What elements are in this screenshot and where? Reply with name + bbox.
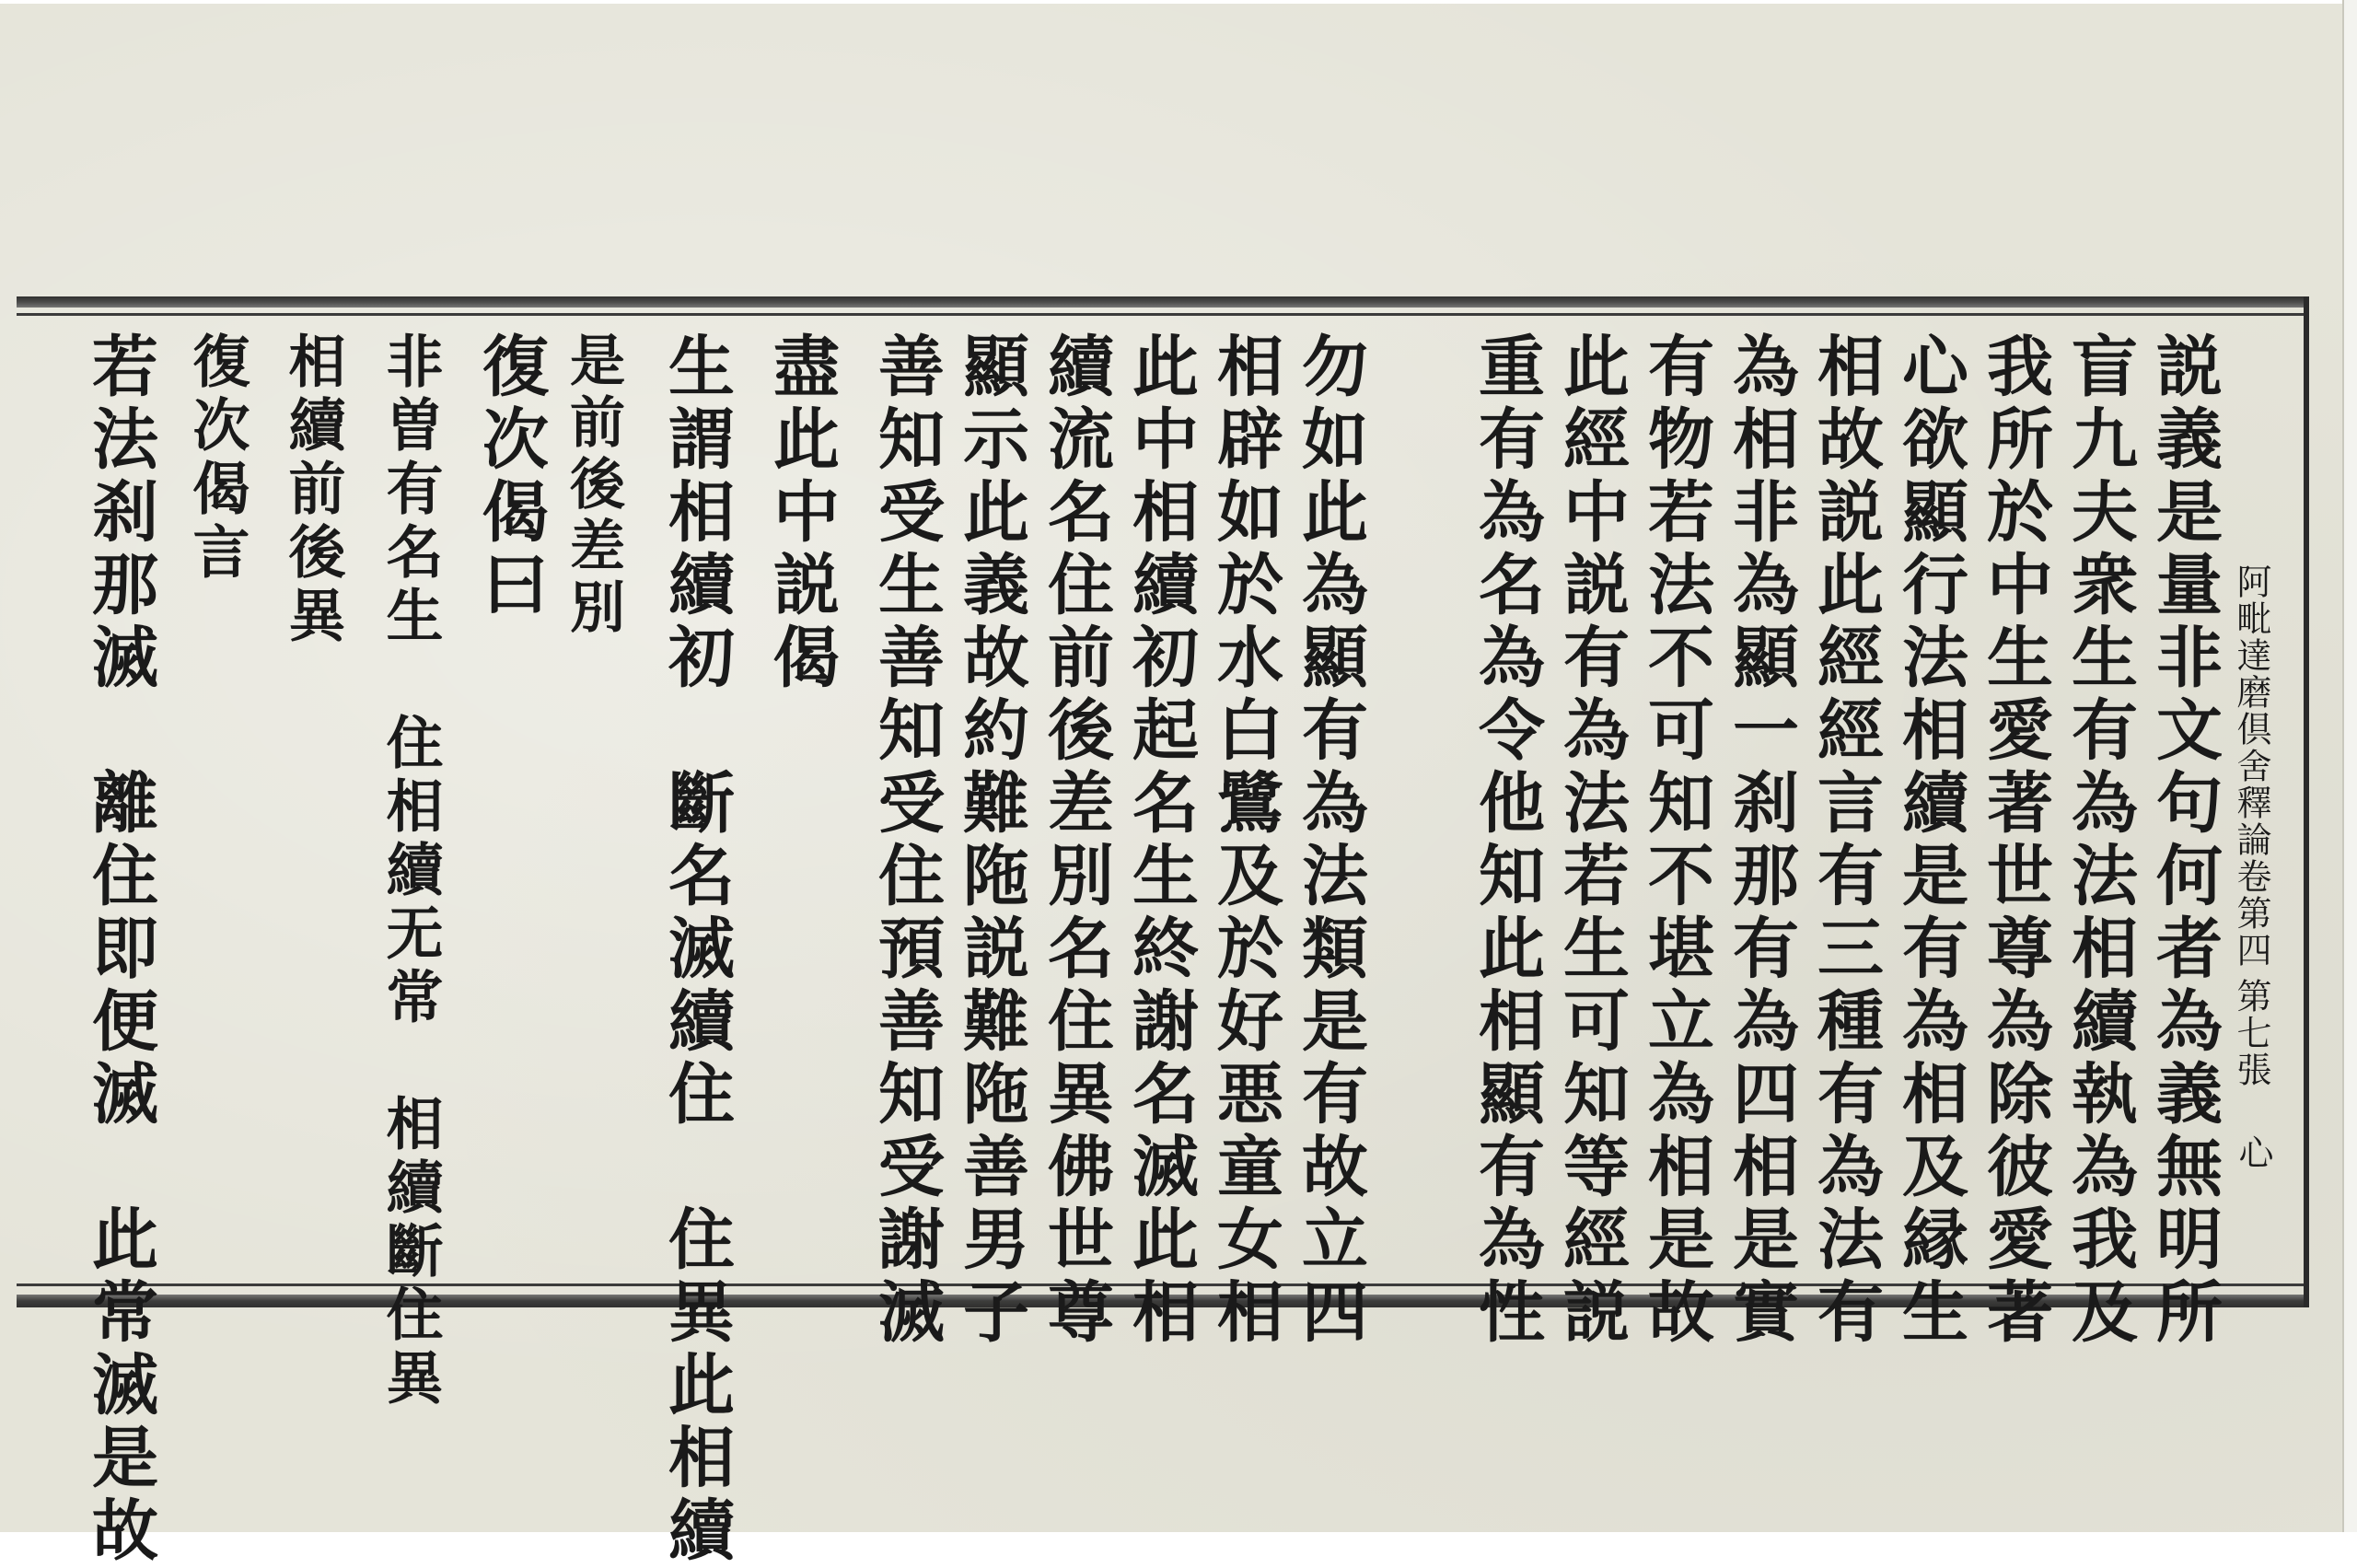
book-title: 阿毗達磨倶舍釋論卷第四 [2231,563,2271,969]
text-column: 説義是量非文句何者為義無明所 [2145,331,2223,1350]
text-column: 顯示此義故約難陁説難陁善男子 [952,331,1030,1350]
text-column: 善知受生善知受住預善知受謝滅 [867,331,946,1350]
text-column: 勿如此為顯有為法類是有故立四 [1291,331,1369,1350]
text-column: 相故説此經經言有三種有為法有 [1806,331,1885,1350]
text-column: 盡此中説偈 [762,331,841,695]
right-border-rule [2304,296,2309,1307]
text-column: 心欲顯行法相續是有為相及縁生 [1891,331,1969,1350]
text-column: 復次偈曰 [471,331,550,622]
printed-text-block [17,296,2309,1568]
text-column: 我所於中生愛著世尊為除彼愛著 [1976,331,2054,1350]
page-number: 第七張 [2231,978,2271,1088]
top-edge [0,0,2344,4]
verse-column: 是前後差別 [561,331,625,640]
verse-column: 相續前後異 [279,331,346,649]
verse-column: 非曽有名生 住相續无常 相續斷住異 [377,331,444,1411]
verse-column: 生謂相續初 斷名滅續住 住異此相續 [657,331,736,1568]
sheet-right-edge [2342,0,2357,1532]
text-column: 有物若法不可知不堪立為相是故 [1637,331,1715,1350]
text-column: 此經中説有為法若生可知等經説 [1552,331,1631,1350]
text-column: 盲九夫衆生有為法相續執為我及 [2061,331,2139,1350]
text-column: 此中相續初起名生終謝名滅此相 [1121,331,1200,1350]
text-column: 重有為名為令他知此相顯有為性 [1468,331,1546,1350]
top-inner-rule [17,313,2309,316]
text-column: 為相非為顯一刹那有為四相是實 [1722,331,1800,1350]
center-mark: 心 [2233,1134,2273,1171]
text-column: 復次偈言 [183,331,250,586]
text-column: 相辟如於水白鷺及於好悪童女相 [1206,331,1284,1350]
verse-column: 若法刹那滅 離住即便滅 此常滅是故 [81,331,159,1568]
top-border-rule [17,296,2309,308]
text-column: 續流名住前後差別名住異佛世尊 [1037,331,1115,1350]
